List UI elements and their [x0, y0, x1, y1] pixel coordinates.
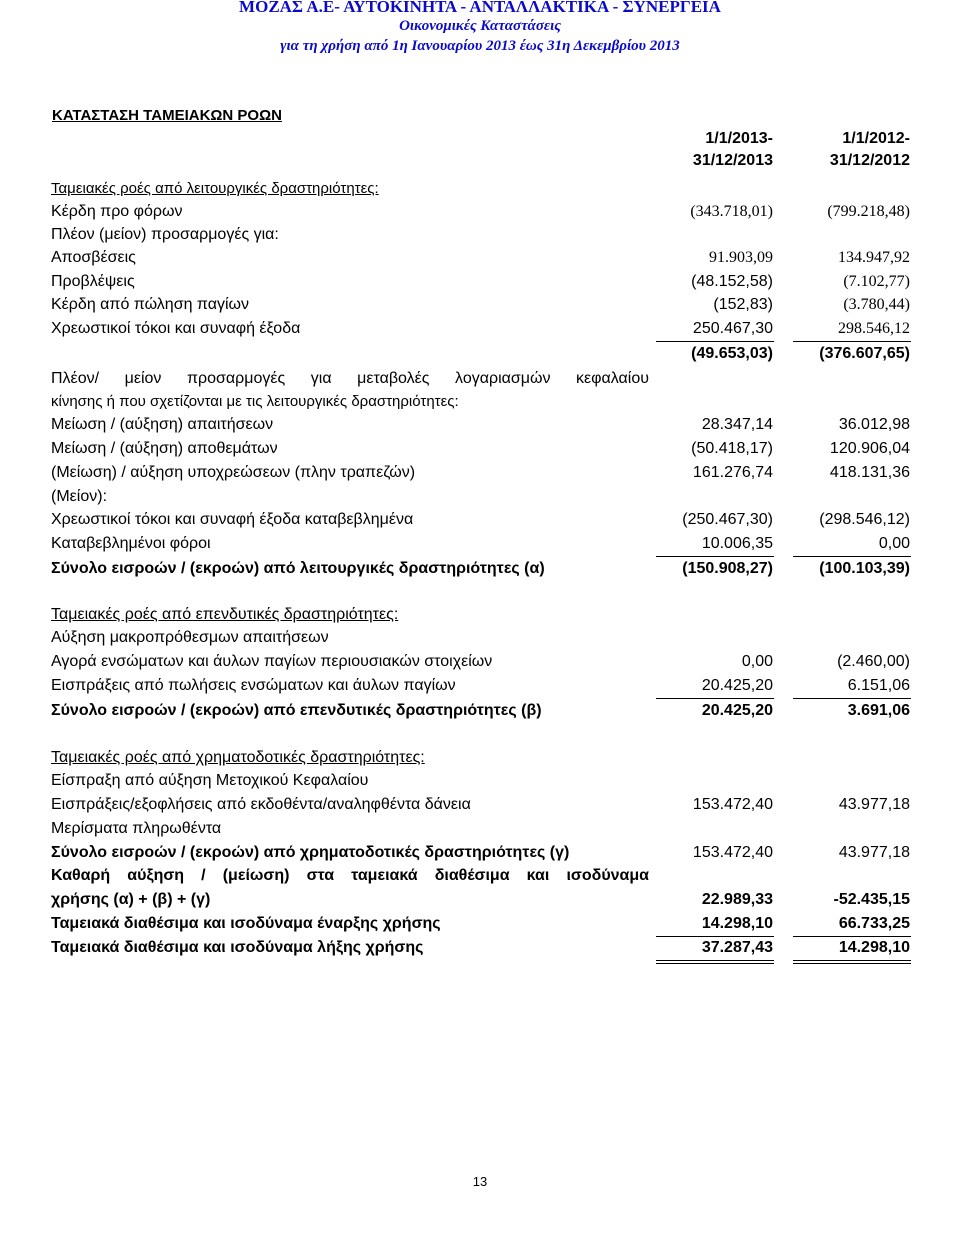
row-label: Κέρδη προ φόρων	[51, 203, 183, 220]
value-2013: 22.989,33	[701, 891, 773, 908]
row-label: Χρεωστικοί τόκοι και συναφή έξοδα καταβεβλημένα	[51, 511, 414, 528]
double-underline-2013	[656, 960, 774, 964]
value-2013: (250.467,30)	[682, 511, 773, 528]
row-label: Χρεωστικοί τόκοι και συναφή έξοδα	[51, 320, 301, 337]
value-2013: (152,83)	[713, 296, 773, 313]
row-label: Εισπράξεις/εξοφλήσεις από εκδοθέντα/αναληφθέντα δάνεια	[51, 796, 471, 813]
table-row	[0, 461, 960, 485]
table-row	[0, 270, 960, 294]
table-row	[0, 413, 960, 437]
table-row	[0, 390, 960, 414]
table-row	[0, 793, 960, 817]
table-row	[0, 485, 960, 509]
table-row	[0, 200, 960, 224]
row-label: Πλέον/ μείον προσαρμογές για μεταβολές λογαριασμών κεφαλαίου	[51, 370, 649, 387]
value-2013: 153.472,40	[692, 796, 773, 813]
page-number: 13	[472, 1174, 488, 1189]
table-row	[0, 293, 960, 317]
company-name: ΜΟΖΑΣ Α.Ε- ΑΥΤΟΚΙΝΗΤΑ - ΑΝΤΑΛΛΑΚΤΙΚΑ - ΣΥΝΕΡΓΕΙΑ	[239, 0, 721, 16]
row-label: Αύξηση μακροπρόθεσμων απαιτήσεων	[51, 629, 329, 646]
value-2013: (48.152,58)	[691, 273, 773, 290]
value-2012: 43.977,18	[838, 844, 910, 861]
table-row	[0, 223, 960, 247]
value-2012: -52.435,15	[833, 891, 910, 908]
value-2012: 36.012,98	[838, 416, 910, 433]
row-label: Καθαρή αύξηση / (μείωση) στα ταμειακά διαθέσιμα και ισοδύναμα	[51, 867, 649, 884]
statement-title: ΚΑΤΑΣΤΑΣΗ ΤΑΜΕΙΑΚΩΝ ΡΟΩΝ	[52, 107, 282, 124]
value-2012: 0,00	[878, 535, 910, 552]
section-heading-operating	[0, 177, 960, 201]
value-2012: 14.298,10	[838, 939, 910, 956]
value-2012: (7.102,77)	[843, 273, 910, 290]
value-2013: (49.653,03)	[691, 345, 773, 362]
net-change-row-continued	[0, 888, 960, 912]
row-label: Πλέον (μείον) προσαρμογές για:	[51, 226, 279, 243]
value-2012: 66.733,25	[838, 915, 910, 932]
value-2012: 298.546,12	[838, 320, 910, 337]
value-2013: (343.718,01)	[690, 203, 773, 220]
value-2013: 153.472,40	[692, 844, 773, 861]
table-row	[0, 650, 960, 674]
table-row	[0, 626, 960, 650]
closing-cash-row	[0, 936, 960, 960]
value-2013: 0,00	[741, 653, 773, 670]
double-underline-2012	[793, 960, 911, 964]
section-heading-investing	[0, 603, 960, 627]
value-2012: 134.947,92	[838, 249, 910, 266]
value-2012: (100.103,39)	[819, 560, 910, 577]
table-row	[0, 246, 960, 270]
table-row	[0, 508, 960, 532]
value-2013: (150.908,27)	[682, 560, 773, 577]
table-row	[0, 532, 960, 556]
column-header-2012-start: 1/1/2012-	[842, 130, 910, 147]
column-header-2013-end: 31/12/2013	[692, 152, 773, 169]
column-header-2013	[633, 128, 773, 172]
row-label: Ταμειακά διαθέσιμα και ισοδύναμα λήξης χρήσης	[51, 939, 424, 956]
value-2013: 20.425,20	[701, 677, 773, 694]
column-header-2013-start: 1/1/2013-	[705, 130, 773, 147]
total-row-financing	[0, 841, 960, 865]
value-2012: (2.460,00)	[837, 653, 910, 670]
value-2013: 37.287,43	[701, 939, 773, 956]
row-label: Μείωση / (αύξηση) αποθεμάτων	[51, 440, 278, 457]
row-label: Μείωση / (αύξηση) απαιτήσεων	[51, 416, 274, 433]
column-header-2012	[770, 128, 910, 172]
column-header-2012-end: 31/12/2012	[829, 152, 910, 169]
row-label: κίνησης ή που σχετίζονται με τις λειτουργικές δραστηριότητες:	[51, 393, 459, 410]
row-label: (Μείωση) / αύξηση υποχρεώσεων (πλην τραπεζών)	[51, 464, 416, 481]
net-change-row	[0, 864, 960, 888]
row-label: Κέρδη από πώληση παγίων	[51, 296, 250, 313]
row-label: Σύνολο εισροών / (εκροών) από χρηματοδοτικές δραστηριότητες (γ)	[51, 844, 570, 861]
table-row	[0, 437, 960, 461]
value-2012: 43.977,18	[838, 796, 910, 813]
value-2012: 418.131,36	[829, 464, 910, 481]
value-2013: 250.467,30	[692, 320, 773, 337]
value-2013: 91.903,09	[709, 249, 773, 266]
value-2012: (3.780,44)	[843, 296, 910, 313]
table-row	[0, 367, 960, 391]
value-2013: 28.347,14	[701, 416, 773, 433]
row-label: Εισπράξεις από πωλήσεις ενσώματων και άυλων παγίων	[51, 677, 456, 694]
section-heading-label: Ταμειακές ροές από λειτουργικές δραστηριότητες:	[51, 180, 379, 197]
total-row-investing	[0, 699, 960, 723]
section-heading-label: Ταμειακές ροές από επενδυτικές δραστηριότητες:	[51, 606, 399, 623]
subtotal-row	[0, 342, 960, 366]
row-label: Ταμειακά διαθέσιμα και ισοδύναμα έναρξης χρήσης	[51, 915, 441, 932]
value-2013: 161.276,74	[692, 464, 773, 481]
section-heading-financing	[0, 746, 960, 770]
row-label: Αγορά ενσώματων και άυλων παγίων περιουσιακών στοιχείων	[51, 653, 493, 670]
value-2013: 14.298,10	[701, 915, 773, 932]
row-label: χρήσης (α) + (β) + (γ)	[51, 891, 211, 908]
value-2012: (376.607,65)	[819, 345, 910, 362]
document-period: για τη χρήση από 1η Ιανουαρίου 2013 έως 31η Δεκεμβρίου 2013	[280, 38, 680, 54]
value-2012: 6.151,06	[847, 677, 910, 694]
row-label: Σύνολο εισροών / (εκροών) από λειτουργικές δραστηριότητες (α)	[51, 560, 545, 577]
value-2013: 20.425,20	[701, 702, 773, 719]
value-2012: (799.218,48)	[827, 203, 910, 220]
row-label: Σύνολο εισροών / (εκροών) από επενδυτικές δραστηριότητες (β)	[51, 702, 542, 719]
row-label: Είσπραξη από αύξηση Μετοχικού Κεφαλαίου	[51, 772, 369, 789]
value-2012: 3.691,06	[847, 702, 910, 719]
value-2013: 10.006,35	[701, 535, 773, 552]
table-row	[0, 769, 960, 793]
row-label: Αποσβέσεις	[51, 249, 136, 266]
value-2013: (50.418,17)	[691, 440, 773, 457]
table-row	[0, 817, 960, 841]
row-label: Προβλέψεις	[51, 273, 135, 290]
row-label: Μερίσματα πληρωθέντα	[51, 820, 222, 837]
total-row-operating	[0, 557, 960, 581]
value-2012: (298.546,12)	[819, 511, 910, 528]
table-row	[0, 317, 960, 341]
row-label: Καταβεβλημένοι φόροι	[51, 535, 211, 552]
value-2012: 120.906,04	[829, 440, 910, 457]
table-row	[0, 674, 960, 698]
document-subtitle: Οικονομικές Καταστάσεις	[399, 18, 561, 34]
row-label: (Μείον):	[51, 488, 108, 505]
opening-cash-row	[0, 912, 960, 936]
section-heading-label: Ταμειακές ροές από χρηματοδοτικές δραστηριότητες:	[51, 749, 425, 766]
